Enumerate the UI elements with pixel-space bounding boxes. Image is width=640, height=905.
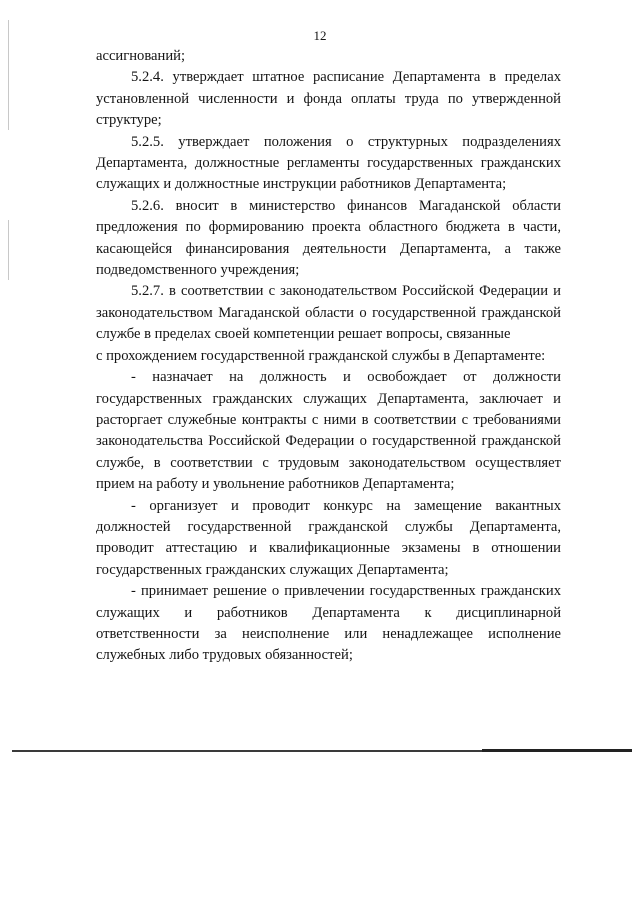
footer-rule (12, 750, 632, 752)
paragraph-5-2-7-continuation: с прохождением государственной гражданской службы в Департаменте: (96, 347, 546, 364)
scan-margin-mark (8, 220, 9, 280)
list-item-discipline: - принимает решение о привлечении государственных гражданских служащих и работников Департамента к дисциплинарной ответственности за неисполнение или ненадлежащее исполнение служебных либо трудовых обязанностей; (96, 583, 561, 664)
paragraph-5-2-7: 5.2.7. в соответствии с законодательством Российской Федерации и законодательством Магаданской области о государственной гражданской службе в пределах своей компетенции решает вопросы, связанные (96, 283, 561, 343)
paragraph-5-2-4: 5.2.4. утверждает штатное расписание Департамента в пределах установленной численности и фонда оплаты труда по утвержденной структуре; (96, 69, 561, 129)
list-item-appointment: - назначает на должность и освобождает от должности государственных гражданских служащих Департамента, заключает и расторгает служебные контракты с ними в соответствии с требованиями законодательства Российской Федерации о государственной гражданской службе, в соответствии с трудовым законодательством осуществляет прием на работу и увольнение работников Департамента; (96, 369, 561, 493)
paragraph-5-2-6: 5.2.6. вносит в министерство финансов Магаданской области предложения по формированию проекта областного бюджета в части, касающейся финансирования деятельности Департамента, а также подведомственного учреждения; (96, 197, 561, 279)
paragraph-5-2-5: 5.2.5. утверждает положения о структурных подразделениях Департамента, должностные регламенты государственных гражданских служащих и должностные инструкции работников Департамента; (96, 133, 561, 193)
scan-margin-mark (8, 20, 9, 130)
list-item-competition: - организует и проводит конкурс на замещение вакантных должностей государственной гражданской службы Департамента, проводит аттестацию и квалификационные экзамены в отношении государственных гражданских служащих Департамента; (96, 497, 561, 578)
paragraph-continuation: ассигнований; (96, 48, 185, 64)
page-number: 12 (313, 28, 327, 43)
document-body (96, 46, 561, 667)
